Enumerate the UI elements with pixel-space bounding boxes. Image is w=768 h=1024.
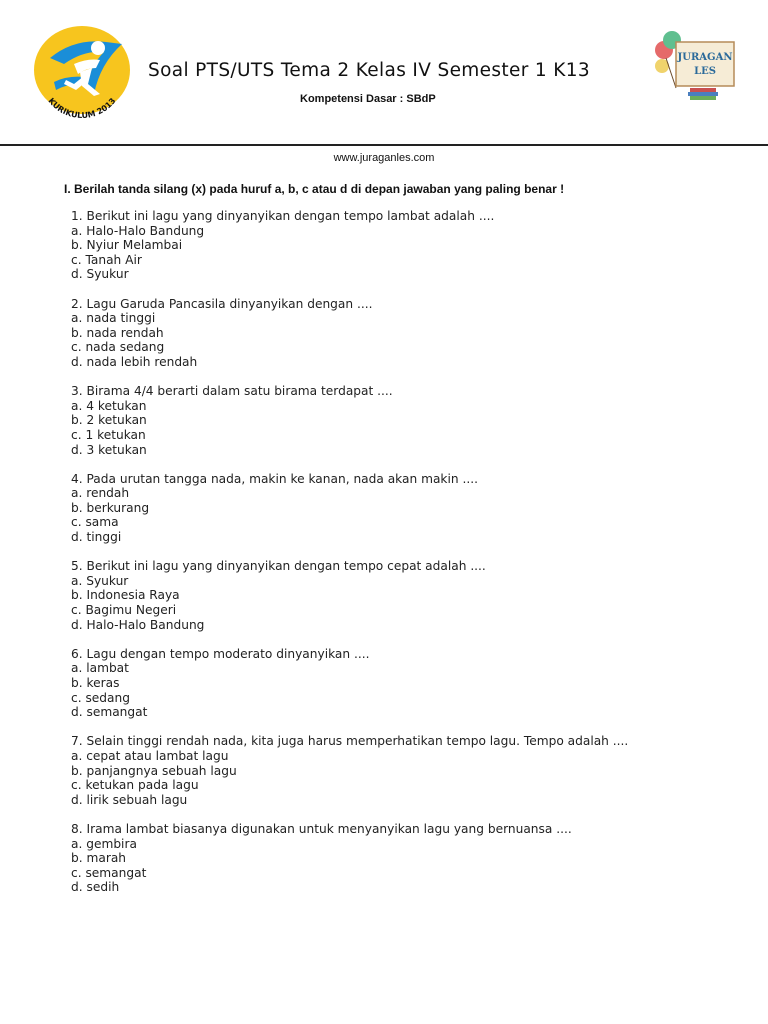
question-stem: 5. Berikut ini lagu yang dinyanyikan dengan tempo cepat adalah .... <box>71 559 486 574</box>
answer-option: c. sama <box>71 515 119 530</box>
juragan-les-logo <box>652 30 742 102</box>
website-url: www.juraganles.com <box>333 152 435 164</box>
svg-text:LES: LES <box>694 66 716 77</box>
question-stem: 3. Birama 4/4 berarti dalam satu birama terdapat .... <box>71 384 393 399</box>
header-divider <box>0 144 768 146</box>
answer-option: b. 2 ketukan <box>71 413 147 428</box>
answer-option: d. 3 ketukan <box>71 442 147 457</box>
question-item <box>71 297 671 370</box>
question-stem: 8. Irama lambat biasanya digunakan untuk menyanyikan lagu yang bernuansa .... <box>71 821 572 836</box>
answer-option: a. cepat atau lambat lagu <box>71 748 229 763</box>
answer-option: d. lirik sebuah lagu <box>71 792 188 807</box>
answer-option: c. nada sedang <box>71 340 165 355</box>
question-item <box>71 472 671 545</box>
question-stem: 6. Lagu dengan tempo moderato dinyanyikan .... <box>71 646 370 661</box>
answer-option: a. Halo-Halo Bandung <box>71 223 205 238</box>
question-stem: 4. Pada urutan tangga nada, makin ke kanan, nada akan makin .... <box>71 471 478 486</box>
question-item <box>71 209 671 282</box>
answer-option: d. tinggi <box>71 530 122 545</box>
kurikulum-2013-logo <box>30 24 134 120</box>
answer-option: a. nada tinggi <box>71 311 156 326</box>
question-stem: 2. Lagu Garuda Pancasila dinyanyikan dengan .... <box>71 296 373 311</box>
answer-option: a. Syukur <box>71 573 129 588</box>
answer-option: d. nada lebih rendah <box>71 354 198 369</box>
answer-option: a. rendah <box>71 486 130 501</box>
answer-option: d. sedih <box>71 880 120 895</box>
answer-option: a. lambat <box>71 661 129 676</box>
answer-option: b. nada rendah <box>71 325 164 340</box>
svg-text:KURIKULUM 2013: KURIKULUM 2013 <box>46 96 118 120</box>
question-stem: 1. Berikut ini lagu yang dinyanyikan dengan tempo lambat adalah .... <box>71 209 495 223</box>
page-subtitle: Kompetensi Dasar : SBdP <box>300 93 436 105</box>
question-item <box>71 559 671 632</box>
answer-option: b. panjangnya sebuah lagu <box>71 763 237 778</box>
svg-text:JURAGAN: JURAGAN <box>677 52 733 63</box>
answer-option: c. 1 ketukan <box>71 427 146 442</box>
answer-option: a. gembira <box>71 836 137 851</box>
answer-option: c. semangat <box>71 865 147 880</box>
answer-option: c. sedang <box>71 690 130 705</box>
answer-option: b. Indonesia Raya <box>71 588 180 603</box>
answer-option: b. Nyiur Melambai <box>71 238 183 253</box>
answer-option: d. semangat <box>71 705 148 720</box>
answer-option: d. Halo-Halo Bandung <box>71 617 205 632</box>
question-list <box>71 209 671 910</box>
question-item <box>71 384 671 457</box>
question-item <box>71 734 671 807</box>
question-item <box>71 647 671 720</box>
answer-option: a. 4 ketukan <box>71 398 147 413</box>
answer-option: b. keras <box>71 676 120 690</box>
answer-option: b. marah <box>71 851 127 866</box>
page-header <box>0 0 768 145</box>
answer-option: d. Syukur <box>71 267 129 282</box>
answer-option: b. berkurang <box>71 500 150 515</box>
answer-option: c. Bagimu Negeri <box>71 603 177 618</box>
question-stem: 7. Selain tinggi rendah nada, kita juga harus memperhatikan tempo lagu. Tempo adalah .... <box>71 734 629 749</box>
page-title: Soal PTS/UTS Tema 2 Kelas IV Semester 1 K13 <box>148 60 590 81</box>
instruction-text: I. Berilah tanda silang (x) pada huruf a, b, c atau d di depan jawaban yang paling benar ! <box>64 182 565 196</box>
question-item <box>71 822 671 895</box>
answer-option: c. Tanah Air <box>71 252 142 267</box>
answer-option: c. ketukan pada lagu <box>71 778 199 793</box>
